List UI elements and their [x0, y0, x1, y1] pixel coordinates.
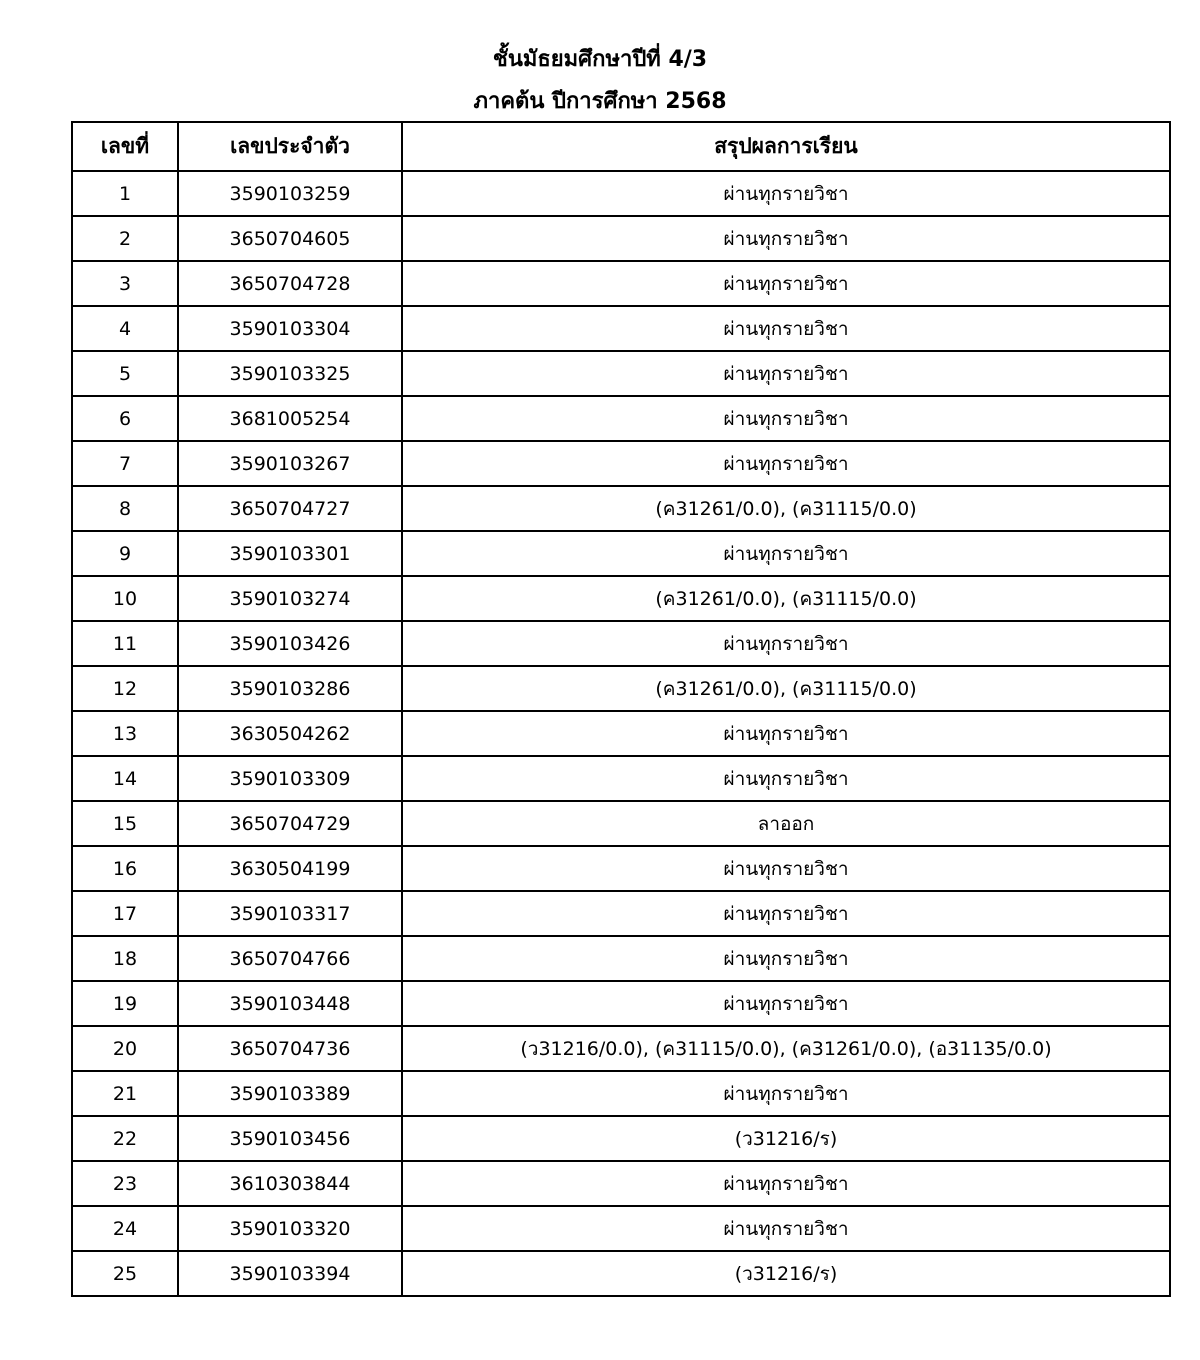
- table-row: [72, 171, 1170, 216]
- cell-summary: ผ่านทุกรายวิชา: [402, 891, 1170, 936]
- table-header-row: [72, 122, 1170, 171]
- table-row: [72, 621, 1170, 666]
- cell-number: 20: [72, 1026, 178, 1071]
- header-student-id: เลขประจำตัว: [178, 122, 402, 171]
- cell-student-id: 3650704766: [178, 936, 402, 981]
- cell-number: 13: [72, 711, 178, 756]
- table-row: [72, 936, 1170, 981]
- cell-summary: ลาออก: [402, 801, 1170, 846]
- cell-student-id: 3650704736: [178, 1026, 402, 1071]
- cell-student-id: 3590103456: [178, 1116, 402, 1161]
- cell-summary: ผ่านทุกรายวิชา: [402, 711, 1170, 756]
- cell-number: 19: [72, 981, 178, 1026]
- header-summary: สรุปผลการเรียน: [402, 122, 1170, 171]
- cell-summary: (ว31216/ร): [402, 1116, 1170, 1161]
- table-row: [72, 1251, 1170, 1296]
- table-row: [72, 1161, 1170, 1206]
- cell-number: 4: [72, 306, 178, 351]
- header-number: เลขที่: [72, 122, 178, 171]
- table-row: [72, 1026, 1170, 1071]
- table-row: [72, 531, 1170, 576]
- cell-student-id: 3590103325: [178, 351, 402, 396]
- table-row: [72, 756, 1170, 801]
- page-title: ชั้นมัธยมศึกษาปีที่ 4/3: [492, 47, 708, 72]
- table-row: [72, 486, 1170, 531]
- cell-student-id: 3590103304: [178, 306, 402, 351]
- cell-summary: ผ่านทุกรายวิชา: [402, 171, 1170, 216]
- cell-summary: ผ่านทุกรายวิชา: [402, 531, 1170, 576]
- cell-number: 11: [72, 621, 178, 666]
- cell-number: 2: [72, 216, 178, 261]
- cell-summary: ผ่านทุกรายวิชา: [402, 621, 1170, 666]
- cell-student-id: 3590103389: [178, 1071, 402, 1116]
- cell-summary: ผ่านทุกรายวิชา: [402, 756, 1170, 801]
- cell-summary: ผ่านทุกรายวิชา: [402, 1206, 1170, 1251]
- cell-summary: ผ่านทุกรายวิชา: [402, 936, 1170, 981]
- table-row: [72, 666, 1170, 711]
- cell-student-id: 3630504262: [178, 711, 402, 756]
- cell-student-id: 3650704727: [178, 486, 402, 531]
- cell-student-id: 3590103301: [178, 531, 402, 576]
- cell-number: 21: [72, 1071, 178, 1116]
- cell-student-id: 3590103274: [178, 576, 402, 621]
- cell-summary: ผ่านทุกรายวิชา: [402, 396, 1170, 441]
- cell-student-id: 3590103267: [178, 441, 402, 486]
- table-row: [72, 216, 1170, 261]
- cell-summary: (ค31261/0.0), (ค31115/0.0): [402, 666, 1170, 711]
- cell-number: 24: [72, 1206, 178, 1251]
- cell-number: 16: [72, 846, 178, 891]
- cell-number: 12: [72, 666, 178, 711]
- cell-student-id: 3590103317: [178, 891, 402, 936]
- cell-number: 17: [72, 891, 178, 936]
- cell-summary: ผ่านทุกรายวิชา: [402, 981, 1170, 1026]
- table-row: [72, 981, 1170, 1026]
- cell-number: 5: [72, 351, 178, 396]
- cell-student-id: 3590103320: [178, 1206, 402, 1251]
- table-row: [72, 711, 1170, 756]
- cell-number: 6: [72, 396, 178, 441]
- cell-student-id: 3681005254: [178, 396, 402, 441]
- cell-number: 7: [72, 441, 178, 486]
- cell-student-id: 3610303844: [178, 1161, 402, 1206]
- cell-student-id: 3590103309: [178, 756, 402, 801]
- cell-number: 8: [72, 486, 178, 531]
- cell-student-id: 3590103448: [178, 981, 402, 1026]
- cell-student-id: 3590103286: [178, 666, 402, 711]
- cell-number: 18: [72, 936, 178, 981]
- cell-student-id: 3650704728: [178, 261, 402, 306]
- cell-number: 25: [72, 1251, 178, 1296]
- cell-student-id: 3650704605: [178, 216, 402, 261]
- cell-number: 3: [72, 261, 178, 306]
- cell-summary: (ว31216/0.0), (ค31115/0.0), (ค31261/0.0), (อ31135/0.0): [402, 1026, 1170, 1071]
- table-row: [72, 1071, 1170, 1116]
- cell-student-id: 3590103259: [178, 171, 402, 216]
- table-row: [72, 1116, 1170, 1161]
- cell-summary: ผ่านทุกรายวิชา: [402, 351, 1170, 396]
- table-row: [72, 396, 1170, 441]
- cell-summary: (ค31261/0.0), (ค31115/0.0): [402, 486, 1170, 531]
- page-subtitle: ภาคต้น ปีการศึกษา 2568: [473, 89, 727, 114]
- table-row: [72, 261, 1170, 306]
- results-table: [71, 121, 1171, 1297]
- table-row: [72, 891, 1170, 936]
- cell-summary: ผ่านทุกรายวิชา: [402, 846, 1170, 891]
- cell-summary: ผ่านทุกรายวิชา: [402, 306, 1170, 351]
- cell-summary: ผ่านทุกรายวิชา: [402, 216, 1170, 261]
- cell-number: 10: [72, 576, 178, 621]
- cell-number: 22: [72, 1116, 178, 1161]
- table-row: [72, 351, 1170, 396]
- cell-summary: ผ่านทุกรายวิชา: [402, 1071, 1170, 1116]
- cell-summary: ผ่านทุกรายวิชา: [402, 261, 1170, 306]
- cell-summary: ผ่านทุกรายวิชา: [402, 1161, 1170, 1206]
- table-row: [72, 441, 1170, 486]
- table-row: [72, 846, 1170, 891]
- cell-student-id: 3590103394: [178, 1251, 402, 1296]
- table-row: [72, 306, 1170, 351]
- cell-number: 1: [72, 171, 178, 216]
- cell-number: 14: [72, 756, 178, 801]
- cell-student-id: 3650704729: [178, 801, 402, 846]
- table-row: [72, 1206, 1170, 1251]
- cell-number: 9: [72, 531, 178, 576]
- cell-summary: (ว31216/ร): [402, 1251, 1170, 1296]
- table-row: [72, 801, 1170, 846]
- cell-number: 15: [72, 801, 178, 846]
- table-row: [72, 576, 1170, 621]
- cell-summary: ผ่านทุกรายวิชา: [402, 441, 1170, 486]
- cell-student-id: 3630504199: [178, 846, 402, 891]
- cell-summary: (ค31261/0.0), (ค31115/0.0): [402, 576, 1170, 621]
- cell-student-id: 3590103426: [178, 621, 402, 666]
- cell-number: 23: [72, 1161, 178, 1206]
